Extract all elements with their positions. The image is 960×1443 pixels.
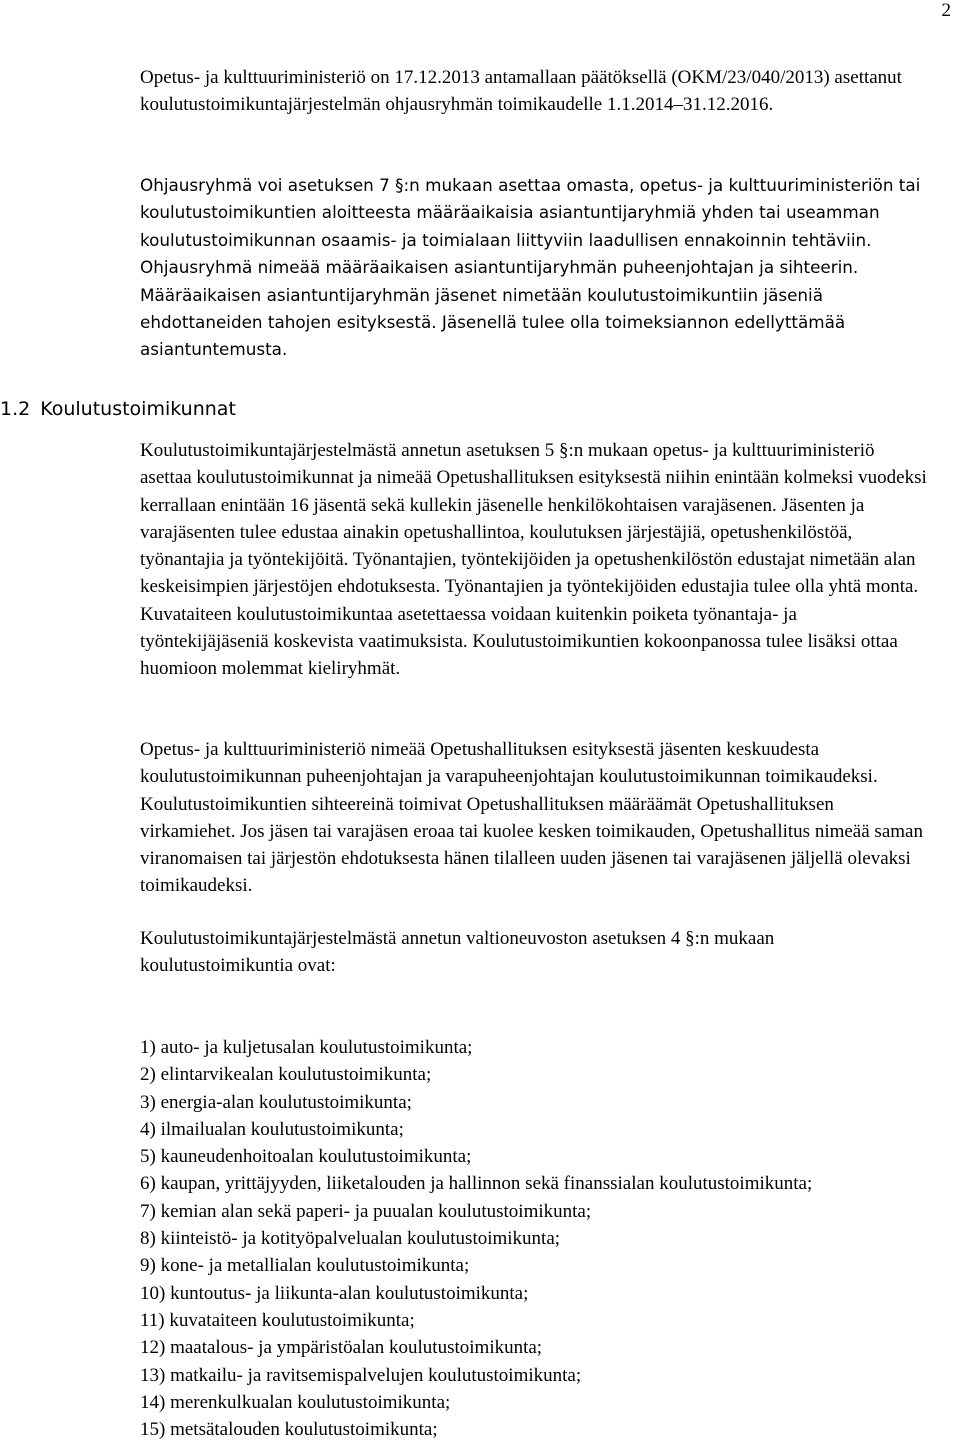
list-item: 6) kaupan, yrittäjyyden, liiketalouden ja hallinnon sekä finanssialan koulutustoimikunta;	[140, 1173, 813, 1195]
paragraph-steering-group-appointment: Opetus- ja kulttuuriministeriö on 17.12.2013 antamallaan päätöksellä (OKM/23/040/2013) asettanut koulutustoimikuntajärjestelmän ohjausryhmän toimikaudelle 1.1.2014–31.12.2016.	[140, 67, 902, 116]
paragraph-chair-appointment: Opetus- ja kulttuuriministeriö nimeää Opetushallituksen esityksestä jäsenten keskuudesta koulutustoimikunnan puheenjohtajan ja varapuheenjohtajan koulutustoimikunnan toimikaudeksi. Koulutustoimikuntien sihteereinä toimivat Opetushallituksen määräämät Opetushallituksen virkamiehet. Jos jäsen tai varajäsen eroaa tai kuolee kesken toimikauden, Opetushallitus nimeää saman viranomaisen tai järjestön ehdotuksesta hänen tilalleen uuden jäsenen tai varajäsenen jäljellä olevaksi toimikaudeksi.	[140, 739, 923, 897]
list-item: 14) merenkulkualan koulutustoimikunta;	[140, 1391, 451, 1413]
list-item: 15) metsätalouden koulutustoimikunta;	[140, 1419, 438, 1441]
section-heading	[0, 396, 236, 423]
paragraph-committee-composition: Koulutustoimikuntajärjestelmästä annetun asetuksen 5 §:n mukaan opetus- ja kulttuuriministeriö asettaa koulutustoimikunnat ja nimeää Opetushallituksen esityksestä niihin enintään kolmeksi vuodeksi kerrallaan enintään 16 jäsentä sekä kullekin jäsenelle henkilökohtaisen varajäsenen. Jäsenten ja varajäsenten tulee edustaa ainakin opetushallintoa, koulutuksen järjestäjiä, opetushenkilöstöä, työnantajia ja työntekijöitä. Työnantajien, työntekijöiden ja opetushenkilöstön edustajat nimetään alan keskeisimpien järjestöjen ehdotuksesta. Työnantajien ja työntekijöiden edustajia tulee olla yhtä monta. Kuvataiteen koulutustoimikuntaa asetettaessa voidaan kuitenkin poiketa työnantaja- ja työntekijäjäseniä koskevista vaatimuksista. Koulutustoimikuntien kokoonpanossa tulee lisäksi ottaa huomioon molemmat kieliryhmät.	[140, 440, 927, 680]
page-number: 2	[941, 0, 951, 21]
list-item: 8) kiinteistö- ja kotityöpalvelualan koulutustoimikunta;	[140, 1228, 561, 1250]
list-item: 1) auto- ja kuljetusalan koulutustoimikunta;	[140, 1037, 473, 1058]
paragraph-expert-groups: Ohjausryhmä voi asetuksen 7 §:n mukaan asettaa omasta, opetus- ja kulttuuriministeriön tai koulutustoimikuntien aloitteesta määräaikaisia asiantuntijaryhmiä yhden tai useamman koulutustoimikunnan osaamis- ja toimialaan liittyviin laadullisen ennakoinnin tehtäviin. Ohjausryhmä nimeää määräaikaisen asiantuntijaryhmän puheenjohtajan ja sihteerin. Määräaikaisen asiantuntijaryhmän jäsenet nimetään koulutustoimikuntiin jäseniä ehdottaneiden tahojen esityksestä. Jäsenellä tulee olla toimeksiannon edellyttämää asiantuntemusta.	[140, 175, 921, 360]
list-item: 7) kemian alan sekä paperi- ja puualan koulutustoimikunta;	[140, 1200, 592, 1222]
list-item: 9) kone- ja metallialan koulutustoimikunta;	[140, 1255, 470, 1277]
list-item: 10) kuntoutus- ja liikunta-alan koulutustoimikunta;	[140, 1282, 529, 1304]
list-item: 13) matkailu- ja ravitsemispalvelujen koulutustoimikunta;	[140, 1364, 582, 1386]
committee-list	[140, 1034, 930, 1443]
list-item: 11) kuvataiteen koulutustoimikunta;	[140, 1309, 415, 1331]
paragraph-committee-list-intro: Koulutustoimikuntajärjestelmästä annetun valtioneuvoston asetuksen 4 §:n mukaan koulutustoimikuntia ovat:	[140, 928, 775, 977]
list-item: 12) maatalous- ja ympäristöalan koulutustoimikunta;	[140, 1337, 543, 1359]
list-item: 5) kauneudenhoitoalan koulutustoimikunta;	[140, 1146, 472, 1168]
list-item: 3) energia-alan koulutustoimikunta;	[140, 1091, 412, 1113]
section-number: 1.2	[0, 398, 31, 420]
list-item: 2) elintarvikealan koulutustoimikunta;	[140, 1064, 432, 1086]
section-title: Koulutustoimikunnat	[40, 398, 236, 420]
list-item: 4) ilmailualan koulutustoimikunta;	[140, 1118, 404, 1140]
